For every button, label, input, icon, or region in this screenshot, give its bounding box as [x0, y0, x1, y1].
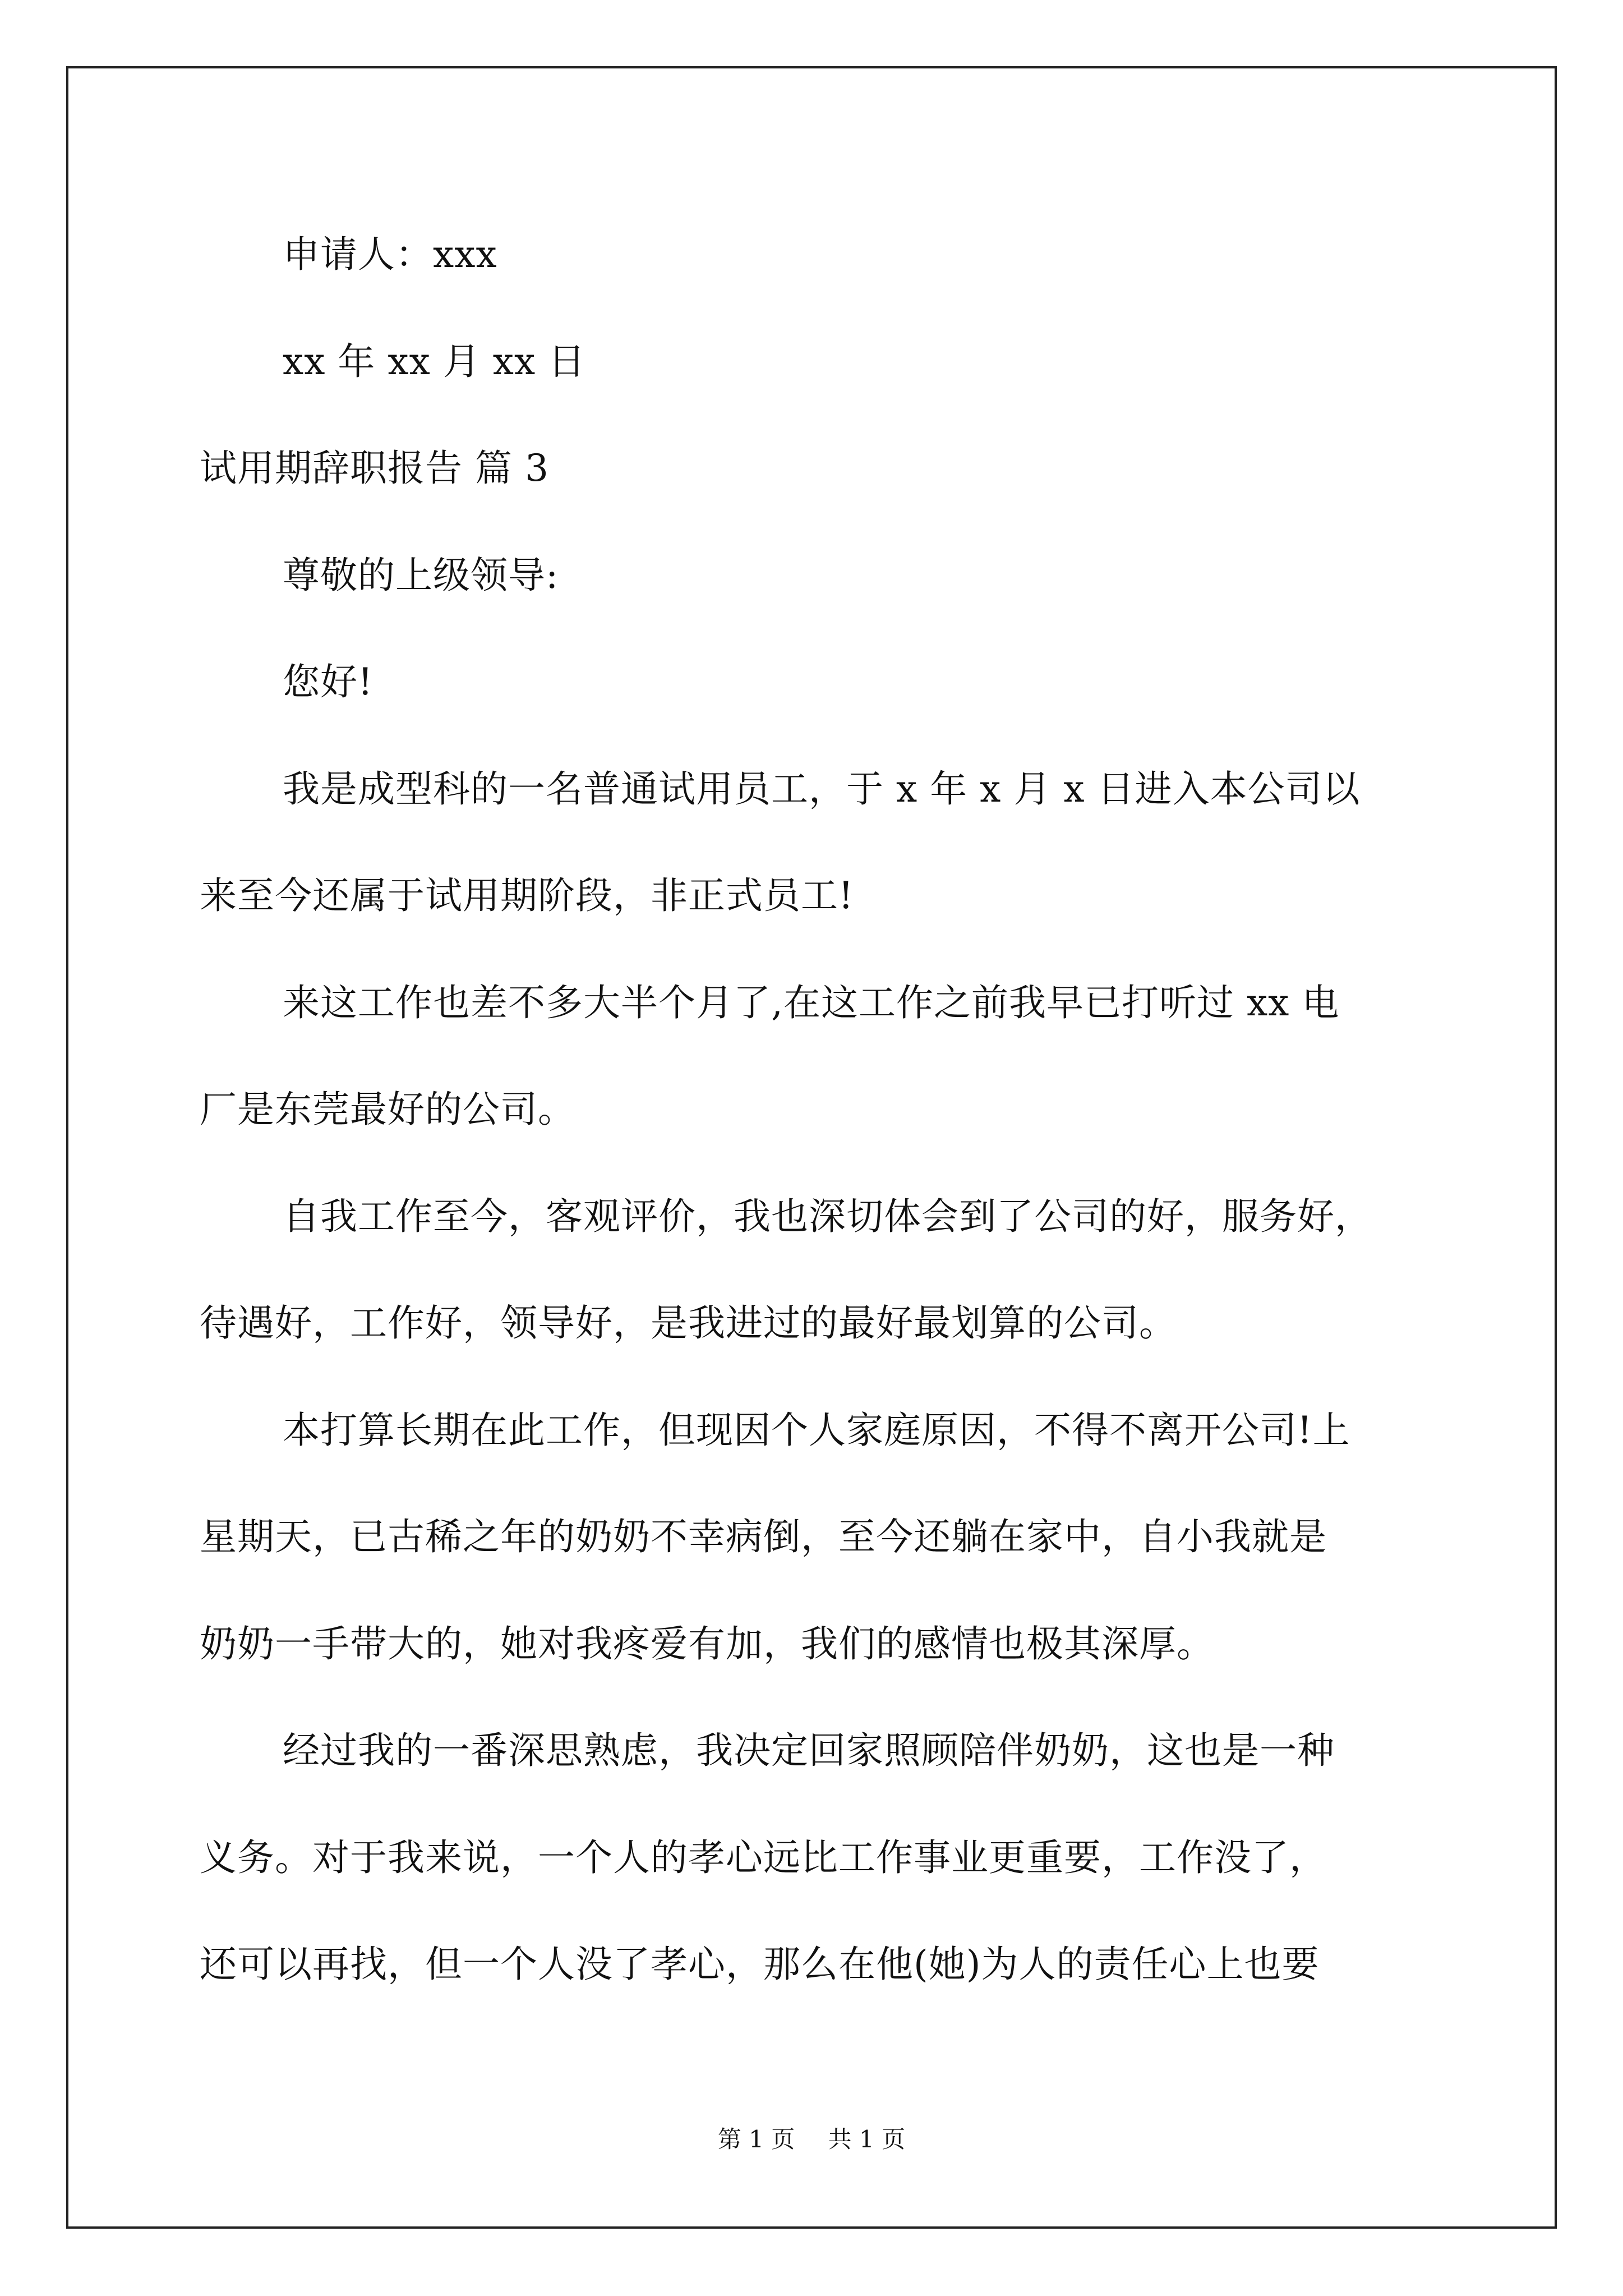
paragraph-2-line-2: 厂是东莞最好的公司。	[200, 1088, 575, 1131]
applicant-line: 申请人：xxx	[283, 233, 497, 276]
paragraph-1-line-2: 来至今还属于试用期阶段，非正式员工!	[200, 874, 854, 917]
page-frame	[66, 66, 1557, 2229]
paragraph-5-line-2: 义务。对于我来说，一个人的孝心远比工作事业更重要，工作没了，	[200, 1836, 1327, 1879]
section-title: 试用期辞职报告 篇 3	[200, 447, 549, 490]
paragraph-5-line-3: 还可以再找，但一个人没了孝心，那么在他(她)为人的责任心上也要	[200, 1943, 1320, 1986]
paragraph-1-line-1: 我是成型科的一名普通试用员工，于 x 年 x 月 x 日进入本公司以	[283, 767, 1361, 811]
page-total: 共 1 页	[828, 2125, 906, 2153]
salutation: 尊敬的上级领导:	[283, 554, 559, 597]
paragraph-3-line-1: 自我工作至今，客观评价，我也深切体会到了公司的好，服务好，	[283, 1195, 1372, 1238]
paragraph-4-line-3: 奶奶一手带大的，她对我疼爱有加，我们的感情也极其深厚。	[200, 1622, 1214, 1665]
page-footer	[0, 2123, 1623, 2156]
paragraph-2-line-1: 来这工作也差不多大半个月了,在这工作之前我早已打听过 xx 电	[283, 981, 1340, 1024]
date-line: xx 年 xx 月 xx 日	[283, 340, 586, 383]
greeting: 您好!	[283, 660, 374, 703]
paragraph-4-line-1: 本打算长期在此工作，但现因个人家庭原因，不得不离开公司!上	[283, 1409, 1350, 1452]
page-number: 第 1 页	[717, 2125, 795, 2153]
paragraph-4-line-2: 星期天，已古稀之年的奶奶不幸病倒，至今还躺在家中，自小我就是	[200, 1515, 1327, 1558]
paragraph-5-line-1: 经过我的一番深思熟虑，我决定回家照顾陪伴奶奶，这也是一种	[283, 1729, 1335, 1772]
paragraph-3-line-2: 待遇好，工作好，领导好，是我进过的最好最划算的公司。	[200, 1301, 1177, 1345]
